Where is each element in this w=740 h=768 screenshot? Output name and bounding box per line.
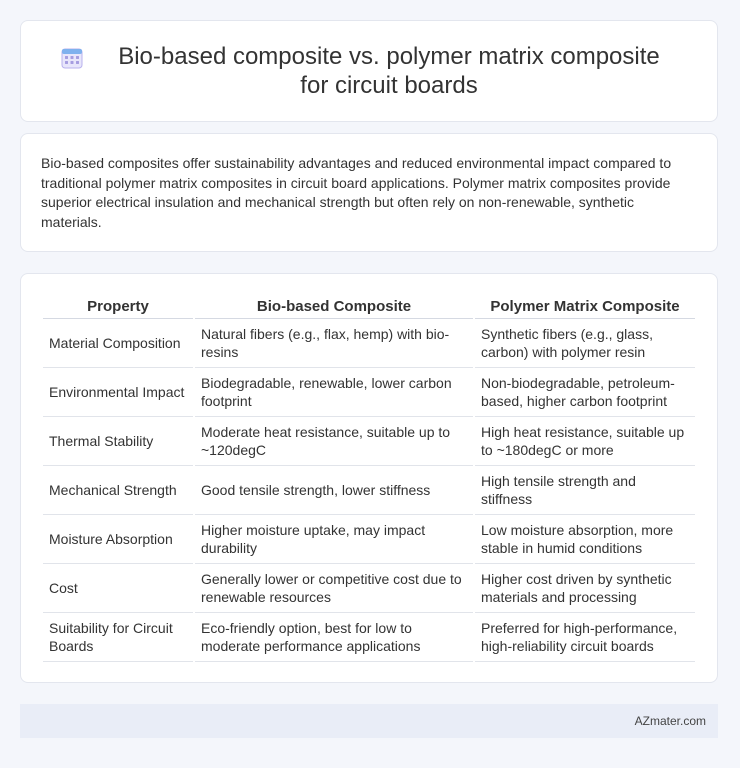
- row-property: Mechanical Strength: [43, 466, 194, 515]
- footer-brand: AZmater.com: [634, 714, 706, 728]
- row-polymer-matrix: Low moisture absorption, more stable in humid conditions: [474, 515, 695, 564]
- summary-card: [20, 133, 718, 252]
- summary-paragraph: Bio-based composites offer sustainability advantages and reduced environmental impact compared to traditional polymer matrix composites in circuit board applications. Polymer matrix composites provide superior electrical insulation and mechanical strength but often rely on non-renewable, synthetic materials.: [41, 155, 672, 230]
- table-row: [43, 613, 695, 662]
- header-polymer-matrix: Polymer Matrix Composite: [474, 294, 695, 319]
- row-polymer-matrix: Synthetic fibers (e.g., glass, carbon) with polymer resin: [474, 319, 695, 368]
- table-row: [43, 368, 695, 417]
- row-bio-based: Moderate heat resistance, suitable up to ~120degC: [194, 417, 474, 466]
- table-header-row: [43, 294, 695, 319]
- table-row: [43, 564, 695, 613]
- row-bio-based: Higher moisture uptake, may impact durability: [194, 515, 474, 564]
- row-bio-based: Generally lower or competitive cost due to renewable resources: [194, 564, 474, 613]
- row-polymer-matrix: Higher cost driven by synthetic materials and processing: [474, 564, 695, 613]
- comparison-card: [20, 273, 718, 683]
- row-property: Material Composition: [43, 319, 194, 368]
- row-polymer-matrix: Preferred for high-performance, high-reliability circuit boards: [474, 613, 695, 662]
- row-bio-based: Natural fibers (e.g., flax, hemp) with bio-resins: [194, 319, 474, 368]
- footer: [20, 704, 718, 738]
- row-polymer-matrix: High tensile strength and stiffness: [474, 466, 695, 515]
- header-bio-based: Bio-based Composite: [194, 294, 474, 319]
- page-title: Bio-based composite vs. polymer matrix composite for circuit boards: [118, 43, 660, 99]
- table-row: [43, 466, 695, 515]
- row-bio-based: Good tensile strength, lower stiffness: [194, 466, 474, 515]
- row-bio-based: Biodegradable, renewable, lower carbon footprint: [194, 368, 474, 417]
- row-polymer-matrix: Non-biodegradable, petroleum-based, higher carbon footprint: [474, 368, 695, 417]
- row-property: Suitability for Circuit Boards: [43, 613, 194, 662]
- row-property: Environmental Impact: [43, 368, 194, 417]
- comparison-table: [43, 294, 695, 662]
- row-property: Moisture Absorption: [43, 515, 194, 564]
- table-row: [43, 417, 695, 466]
- table-row: [43, 319, 695, 368]
- table-row: [43, 515, 695, 564]
- row-property: Cost: [43, 564, 194, 613]
- header-property: Property: [43, 294, 194, 319]
- calendar-grid-icon: [61, 47, 83, 69]
- title-card: [20, 20, 718, 122]
- row-polymer-matrix: High heat resistance, suitable up to ~180degC or more: [474, 417, 695, 466]
- row-bio-based: Eco-friendly option, best for low to moderate performance applications: [194, 613, 474, 662]
- row-property: Thermal Stability: [43, 417, 194, 466]
